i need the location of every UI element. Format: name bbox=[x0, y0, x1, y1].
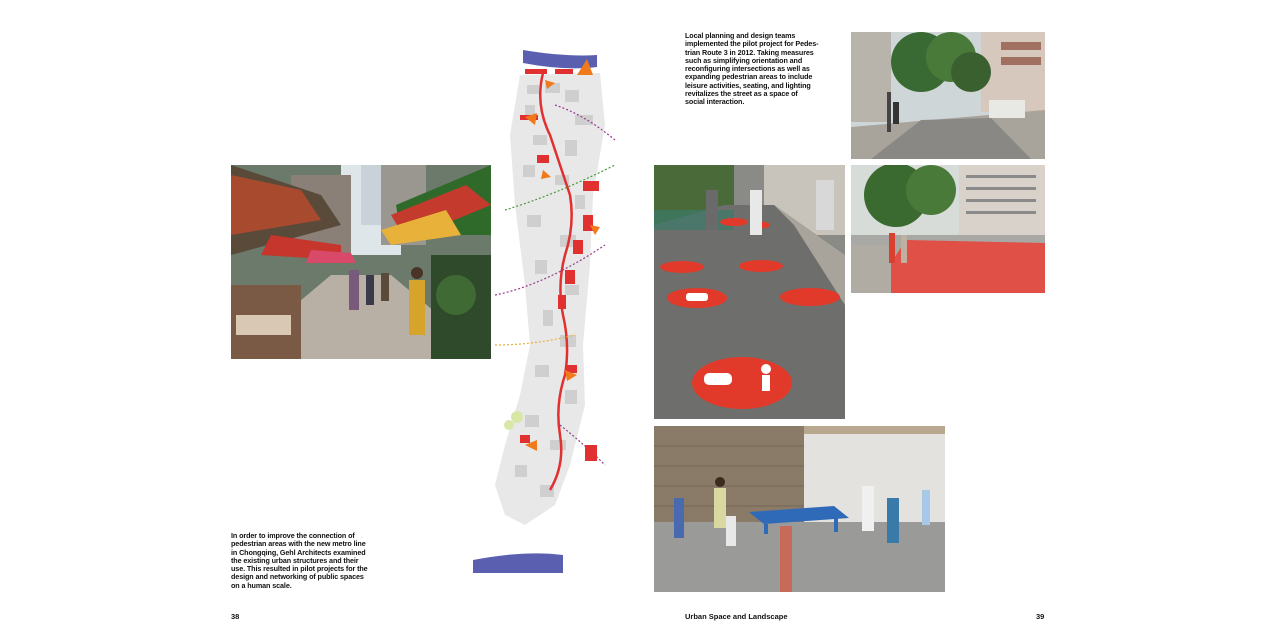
street-corner-photo bbox=[851, 32, 1045, 159]
left-caption-line: use. This resulted in pilot projects for the bbox=[231, 564, 368, 574]
right-caption-line: social interaction. bbox=[685, 97, 745, 107]
right-caption-line: expanding pedestrian areas to include bbox=[685, 72, 813, 82]
right-caption-line: reconfiguring intersections as well as bbox=[685, 64, 810, 74]
right-caption-line: revitalizes the street as a space of bbox=[685, 89, 798, 99]
running-footer: Urban Space and Landscape bbox=[685, 612, 788, 621]
left-caption-line: In order to improve the connection of bbox=[231, 531, 355, 540]
left-caption bbox=[231, 532, 381, 590]
left-caption-line: design and networking of public spaces bbox=[231, 572, 364, 582]
left-page-number: 38 bbox=[231, 612, 240, 621]
left-caption-line: pedestrian areas with the new metro line bbox=[231, 539, 366, 549]
red-plaza-photo bbox=[851, 165, 1045, 293]
painted-street-photo bbox=[654, 165, 845, 419]
ping-pong-photo bbox=[654, 426, 945, 592]
right-caption-line: trian Route 3 in 2012. Taking measures bbox=[685, 47, 814, 57]
left-caption-line: on a human scale. bbox=[231, 580, 292, 590]
right-page-number: 39 bbox=[1036, 612, 1045, 621]
right-caption-line: leisure activities, seating, and lighting bbox=[685, 80, 811, 90]
pedestrian-route-map bbox=[465, 45, 625, 575]
left-caption-line: in Chongqing, Gehl Architects examined bbox=[231, 547, 366, 557]
left-caption-line: the existing urban structures and their bbox=[231, 555, 359, 565]
right-caption-line: Local planning and design teams bbox=[685, 31, 796, 40]
market-street-photo bbox=[231, 165, 491, 359]
right-caption-line: such as simplifying orientation and bbox=[685, 55, 803, 65]
right-caption-line: implemented the pilot project for Pedes- bbox=[685, 39, 819, 49]
right-caption bbox=[685, 32, 835, 107]
